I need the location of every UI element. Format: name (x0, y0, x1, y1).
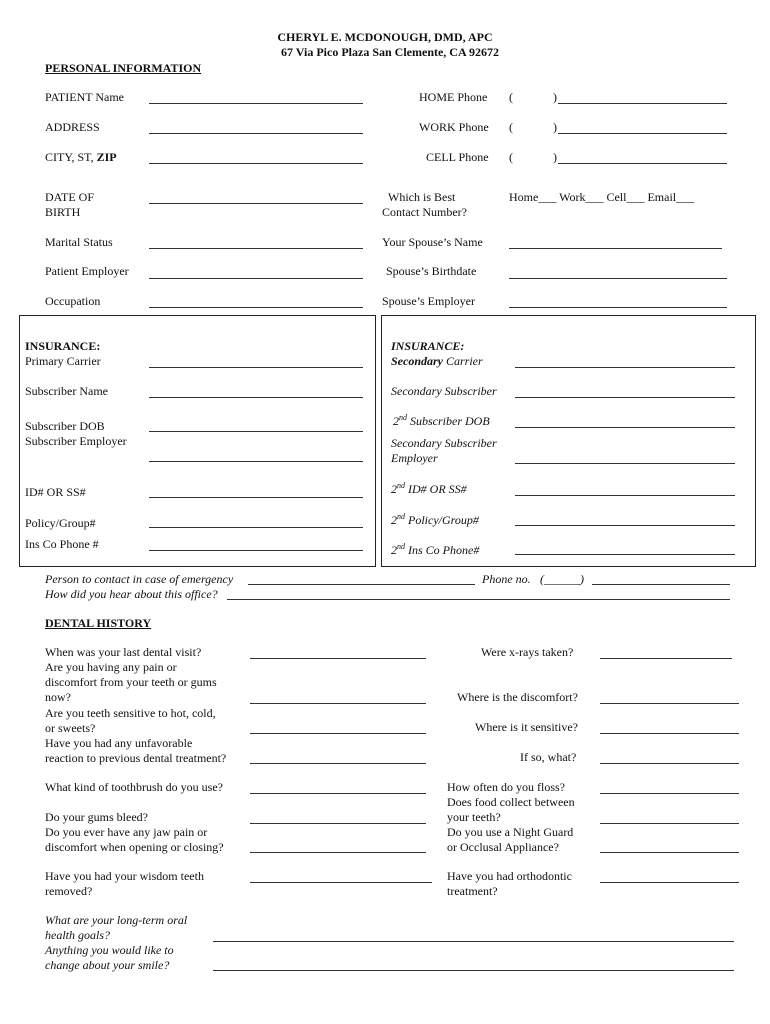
where-sensitive-field[interactable] (600, 733, 739, 734)
cell-phone-field[interactable] (558, 163, 727, 164)
referral-field[interactable] (227, 599, 730, 600)
floss-field[interactable] (600, 793, 739, 794)
goals-field[interactable] (213, 941, 734, 942)
spouse-employer-field[interactable] (509, 307, 727, 308)
secondary-carrier-label (391, 354, 483, 369)
food-question-1: Does food collect between (447, 795, 575, 809)
pain-question-2: discomfort from your teeth or gums (45, 675, 217, 689)
dob-label-2: BIRTH (45, 205, 81, 219)
primary-phone-label: Ins Co Phone # (25, 537, 99, 551)
referral-label: How did you hear about this office? (45, 587, 218, 601)
secondary-policy-field[interactable] (515, 525, 735, 526)
home-phone-field[interactable] (558, 103, 727, 104)
pain-question-1: Are you having any pain or (45, 660, 177, 674)
work-phone-field[interactable] (558, 133, 727, 134)
secondary-employer-label-2: Employer (391, 451, 438, 465)
secondary-phone-label (391, 543, 479, 558)
primary-policy-field[interactable] (149, 527, 363, 528)
emergency-contact-field[interactable] (248, 584, 475, 585)
subscriber-name-field[interactable] (149, 397, 363, 398)
secondary-insurance-heading: INSURANCE: (391, 339, 465, 353)
floss-question: How often do you floss? (447, 780, 565, 794)
work-phone-paren-close: ) (553, 120, 557, 134)
best-contact-label-2: Contact Number? (382, 205, 467, 219)
secondary-subscriber-label: Secondary Subscriber (391, 384, 497, 398)
spouse-birthdate-field[interactable] (509, 278, 727, 279)
patient-employer-field[interactable] (149, 278, 363, 279)
secondary-id-field[interactable] (515, 495, 735, 496)
subscriber-name-label: Subscriber Name (25, 384, 108, 398)
ordinal-number: 2 (391, 543, 397, 557)
goals-question-2: health goals? (45, 928, 110, 942)
if-so-question: If so, what? (520, 750, 577, 764)
city-st-text: CITY, ST, (45, 150, 94, 164)
best-contact-label-1: Which is Best (388, 190, 456, 204)
subscriber-dob-label: Subscriber DOB (25, 419, 105, 433)
cell-phone-paren-open: ( (509, 150, 513, 164)
secondary-policy-label (391, 513, 479, 528)
if-so-field[interactable] (600, 763, 739, 764)
spouse-employer-label: Spouse’s Employer (382, 294, 475, 308)
guard-field[interactable] (600, 852, 739, 853)
patient-employer-label: Patient Employer (45, 264, 129, 278)
spouse-name-field[interactable] (509, 248, 722, 249)
zip-text: ZIP (96, 150, 117, 164)
home-phone-paren-close: ) (553, 90, 557, 104)
toothbrush-field[interactable] (250, 793, 426, 794)
dob-field[interactable] (149, 203, 363, 204)
reaction-question-1: Have you had any unfavorable (45, 736, 193, 750)
emergency-phone-area[interactable]: (______) (540, 572, 584, 586)
xrays-question: Were x-rays taken? (481, 645, 574, 659)
ortho-field[interactable] (600, 882, 739, 883)
cell-phone-paren-close: ) (553, 150, 557, 164)
patient-name-label: PATIENT Name (45, 90, 124, 104)
where-discomfort-field[interactable] (600, 703, 739, 704)
spouse-name-label: Your Spouse’s Name (382, 235, 483, 249)
where-discomfort-question: Where is the discomfort? (457, 690, 578, 704)
carrier-word: Carrier (443, 354, 483, 368)
smile-question-2: change about your smile? (45, 958, 170, 972)
subscriber-employer-label: Subscriber Employer (25, 434, 127, 448)
primary-phone-field[interactable] (149, 550, 363, 551)
occupation-label: Occupation (45, 294, 101, 308)
dob-label-1: DATE OF (45, 190, 95, 204)
primary-carrier-label: Primary Carrier (25, 354, 101, 368)
primary-id-label: ID# OR SS# (25, 485, 86, 499)
secondary-employer-label-1: Secondary Subscriber (391, 436, 497, 450)
last-visit-field[interactable] (250, 658, 426, 659)
secondary-dob-label (393, 414, 490, 429)
marital-status-field[interactable] (149, 248, 363, 249)
ordinal-number: 2 (391, 513, 397, 527)
wisdom-question-1: Have you had your wisdom teeth (45, 869, 204, 883)
cell-phone-label: CELL Phone (426, 150, 489, 164)
phone-text: Ins Co Phone# (405, 543, 480, 557)
food-field[interactable] (600, 823, 739, 824)
spouse-birthdate-label: Spouse’s Birthdate (386, 264, 477, 278)
work-phone-paren-open: ( (509, 120, 513, 134)
home-phone-label: HOME Phone (419, 90, 488, 104)
occupation-field[interactable] (149, 307, 363, 308)
bleed-question: Do your gums bleed? (45, 810, 148, 824)
secondary-phone-field[interactable] (515, 554, 735, 555)
contact-options[interactable]: Home___ Work___ Cell___ Email___ (509, 190, 695, 204)
pain-field[interactable] (250, 703, 426, 704)
primary-insurance-heading: INSURANCE: (25, 339, 101, 353)
pain-question-3: now? (45, 690, 71, 704)
jaw-question-2: discomfort when opening or closing? (45, 840, 224, 854)
city-st-zip-field[interactable] (149, 163, 363, 164)
jaw-question-1: Do you ever have any jaw pain or (45, 825, 208, 839)
ordinal-suffix: nd (397, 512, 405, 521)
last-visit-question: When was your last dental visit? (45, 645, 202, 659)
secondary-subscriber-field[interactable] (515, 397, 735, 398)
guard-question-1: Do you use a Night Guard (447, 825, 574, 839)
primary-policy-label: Policy/Group# (25, 516, 96, 530)
address-label: ADDRESS (45, 120, 100, 134)
personal-info-heading: PERSONAL INFORMATION (45, 61, 202, 75)
ordinal-number: 2 (391, 482, 397, 496)
home-phone-paren-open: ( (509, 90, 513, 104)
smile-question-1: Anything you would like to (45, 943, 174, 957)
secondary-id-label (391, 482, 467, 497)
policy-text: Policy/Group# (405, 513, 479, 527)
emergency-phone-field[interactable] (592, 584, 730, 585)
subscriber-employer-field[interactable] (149, 461, 363, 462)
sensitive-question-1: Are you teeth sensitive to hot, cold, (45, 706, 216, 720)
food-question-2: your teeth? (447, 810, 501, 824)
sensitive-field[interactable] (250, 733, 426, 734)
id-text: ID# OR SS# (405, 482, 467, 496)
wisdom-question-2: removed? (45, 884, 93, 898)
emergency-phone-label: Phone no. (482, 572, 531, 586)
ortho-question-2: treatment? (447, 884, 498, 898)
secondary-word: Secondary (391, 354, 443, 368)
secondary-employer-field[interactable] (515, 463, 735, 464)
patient-name-field[interactable] (149, 103, 363, 104)
ordinal-suffix: nd (399, 413, 407, 422)
dob-text: Subscriber DOB (407, 414, 490, 428)
goals-question-1: What are your long-term oral (45, 913, 188, 927)
ordinal-number: 2 (393, 414, 399, 428)
work-phone-label: WORK Phone (419, 120, 489, 134)
ordinal-suffix: nd (397, 542, 405, 551)
toothbrush-question: What kind of toothbrush do you use? (45, 780, 223, 794)
practice-name: CHERYL E. MCDONOUGH, DMD, APC (277, 30, 493, 44)
xrays-field[interactable] (600, 658, 732, 659)
practice-address: 67 Via Pico Plaza San Clemente, CA 92672 (281, 45, 499, 59)
address-field[interactable] (149, 133, 363, 134)
smile-field[interactable] (213, 970, 734, 971)
city-st-zip-label (45, 150, 117, 165)
primary-id-field[interactable] (149, 497, 363, 498)
ordinal-suffix: nd (397, 481, 405, 490)
where-sensitive-question: Where is it sensitive? (475, 720, 578, 734)
jaw-field[interactable] (250, 852, 426, 853)
wisdom-field[interactable] (250, 882, 432, 883)
ortho-question-1: Have you had orthodontic (447, 869, 572, 883)
sensitive-question-2: or sweets? (45, 721, 96, 735)
secondary-carrier-field[interactable] (515, 367, 735, 368)
secondary-dob-field[interactable] (515, 427, 735, 428)
reaction-field[interactable] (250, 763, 426, 764)
guard-question-2: or Occlusal Appliance? (447, 840, 559, 854)
bleed-field[interactable] (250, 823, 426, 824)
subscriber-dob-field[interactable] (149, 431, 363, 432)
emergency-contact-label: Person to contact in case of emergency (45, 572, 234, 586)
primary-carrier-field[interactable] (149, 367, 363, 368)
reaction-question-2: reaction to previous dental treatment? (45, 751, 227, 765)
dental-history-heading: DENTAL HISTORY (45, 616, 152, 630)
marital-status-label: Marital Status (45, 235, 113, 249)
